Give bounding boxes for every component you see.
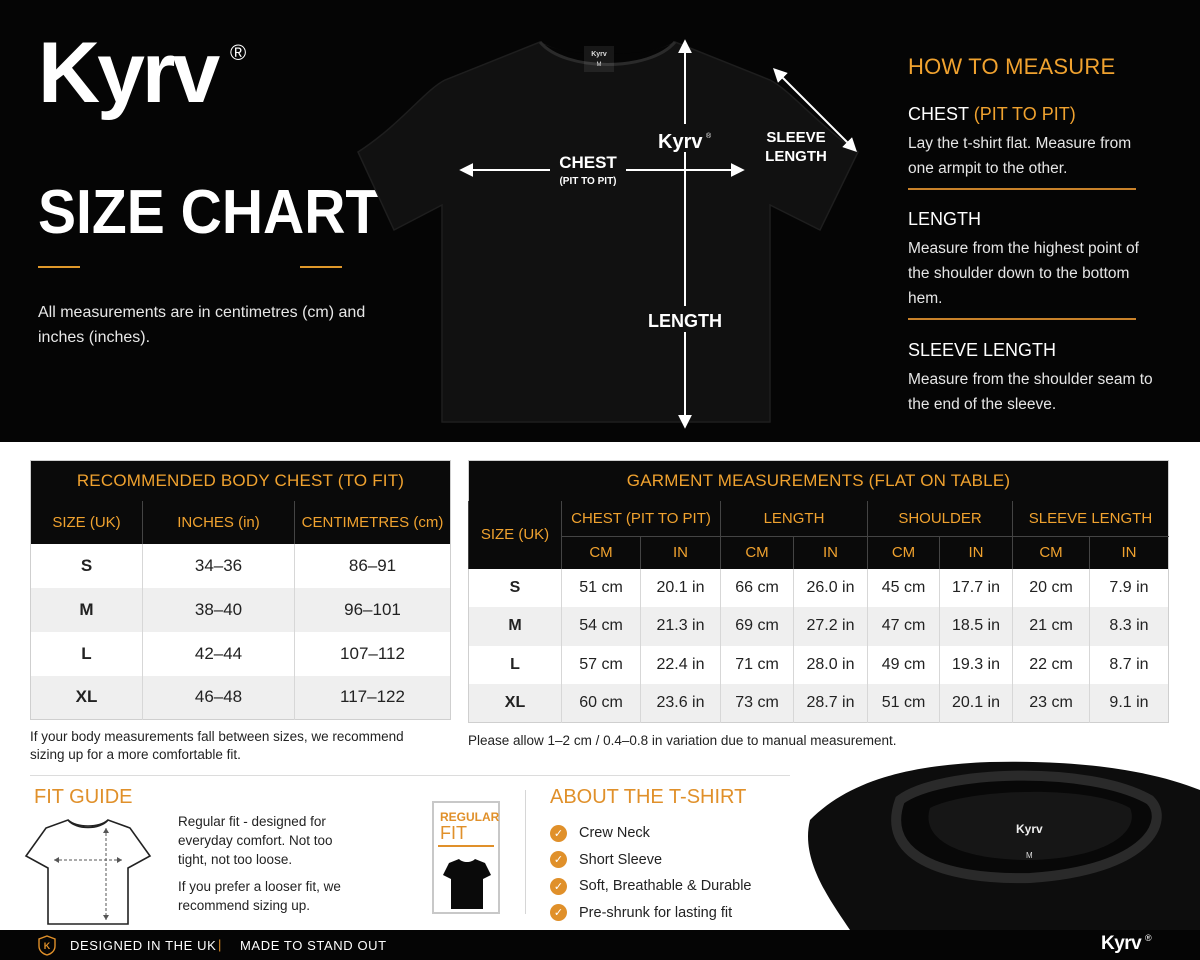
fit-guide-title: FIT GUIDE <box>34 786 133 808</box>
table-header: SIZE (UK) <box>31 501 143 544</box>
how-to-measure-title: HOW TO MEASURE <box>908 54 1116 79</box>
table-cell: S <box>31 544 143 588</box>
table-cell: 51 cm <box>868 684 940 723</box>
table-unit-header: IN <box>1090 537 1169 569</box>
vertical-divider <box>525 790 526 914</box>
table-cell: 8.7 in <box>1090 646 1169 685</box>
table-cell: XL <box>31 676 143 720</box>
sizing-advice-note: If your body measurements fall between sizes, we recommend sizing up for a more comfortable fit. <box>30 729 404 762</box>
shirt-print-mark: ® <box>706 133 712 140</box>
feature-label: Crew Neck <box>579 825 650 842</box>
howto-length-text: Measure from the highest point of the shoulder down to the bottom hem. <box>908 240 1139 307</box>
howto-sleeve-text: Measure from the shoulder seam to the end of the sleeve. <box>908 371 1153 413</box>
table-cell: 86–91 <box>295 544 451 588</box>
neck-tag-size: M <box>596 62 602 68</box>
tshirt-diagram <box>350 20 870 440</box>
table-cell: 60 cm <box>562 684 641 723</box>
table-cell: 96–101 <box>295 588 451 632</box>
table-cell: 23.6 in <box>641 684 721 723</box>
table-cell: 22 cm <box>1013 646 1090 685</box>
table-cell: 107–112 <box>295 632 451 676</box>
table-row <box>31 676 451 720</box>
feature-label: Soft, Breathable & Durable <box>579 878 752 895</box>
list-item <box>550 820 752 847</box>
table-cell: 22.4 in <box>641 646 721 685</box>
about-feature-list <box>550 820 752 926</box>
footer-designed-text: DESIGNED IN THE UK <box>70 938 217 953</box>
table-header: CENTIMETRES (cm) <box>295 501 451 544</box>
chest-sublabel: (PIT TO PIT) <box>559 176 617 187</box>
table-group-header: CHEST (PIT TO PIT) <box>562 501 721 537</box>
chest-label: CHEST <box>559 153 617 172</box>
list-item <box>550 873 752 900</box>
measurement-units-note: All measurements are in centimetres (cm) and inches (inches). <box>38 304 366 346</box>
neck-tag-brand: Kyrv <box>591 51 607 58</box>
table-cell: 23 cm <box>1013 684 1090 723</box>
table-cell: 45 cm <box>868 569 940 608</box>
table-cell: 19.3 in <box>940 646 1013 685</box>
table-cell: 26.0 in <box>794 569 868 608</box>
footer-bar <box>0 930 1200 960</box>
table-row <box>31 544 451 588</box>
fit-badge-rule <box>438 845 494 847</box>
howto-sleeve <box>908 340 1158 417</box>
table-cell: 117–122 <box>295 676 451 720</box>
table-cell: 17.7 in <box>940 569 1013 608</box>
table-cell: 49 cm <box>868 646 940 685</box>
brand-logo: Kyrv <box>38 25 218 121</box>
garment-measurements-table <box>468 460 1169 723</box>
brand-registered-mark: ® <box>230 40 247 65</box>
table-cell: 46–48 <box>143 676 295 720</box>
footer-separator: | <box>218 937 222 952</box>
table-cell: M <box>31 588 143 632</box>
table-row <box>469 684 1169 723</box>
check-icon: ✓ <box>550 904 567 921</box>
howto-chest-accent: (PIT TO PIT) <box>973 104 1076 124</box>
table-header: INCHES (in) <box>143 501 295 544</box>
table-unit-header: CM <box>1013 537 1090 569</box>
table-cell: 73 cm <box>721 684 794 723</box>
table-cell: 28.0 in <box>794 646 868 685</box>
table-cell: 21.3 in <box>641 607 721 646</box>
howto-chest-text: Lay the t-shirt flat. Measure from one armpit to the other. <box>908 135 1132 177</box>
table-cell: 20.1 in <box>641 569 721 608</box>
sleeve-label-line1: SLEEVE <box>766 129 826 146</box>
table-unit-header: CM <box>868 537 940 569</box>
footer-brand-logo: Kyrv <box>1101 933 1142 954</box>
table-row <box>469 646 1169 685</box>
tshirt-outline-icon <box>24 812 152 928</box>
table-row <box>31 588 451 632</box>
fit-badge-line1: REGULAR <box>440 810 500 824</box>
table-cell: L <box>31 632 143 676</box>
shield-icon <box>38 935 56 956</box>
fit-guide-text-2: If you prefer a looser fit, we recommend sizing up. <box>178 879 341 913</box>
shield-letter: K <box>43 941 51 951</box>
table-cell: 28.7 in <box>794 684 868 723</box>
table-unit-header: IN <box>794 537 868 569</box>
length-label: LENGTH <box>648 311 722 331</box>
table-row <box>469 607 1169 646</box>
table-cell: 42–44 <box>143 632 295 676</box>
howto-chest <box>908 104 1158 181</box>
list-item <box>550 900 752 927</box>
table-unit-header: CM <box>721 537 794 569</box>
footer-brand-mark: ® <box>1145 933 1152 943</box>
table-row <box>31 632 451 676</box>
variation-note: Please allow 1–2 cm / 0.4–0.8 in variation due to manual measurement. <box>468 733 897 748</box>
footer-tagline: MADE TO STAND OUT <box>240 938 387 953</box>
table-cell: XL <box>469 684 562 723</box>
table-cell: 34–36 <box>143 544 295 588</box>
howto-sleeve-heading: SLEEVE LENGTH <box>908 340 1057 360</box>
table-group-header: LENGTH <box>721 501 868 537</box>
table-unit-header: CM <box>562 537 641 569</box>
table-cell: 27.2 in <box>794 607 868 646</box>
check-icon: ✓ <box>550 825 567 842</box>
fit-badge-line2: FIT <box>440 823 467 843</box>
table-header: SIZE (UK) <box>469 501 562 569</box>
howto-divider <box>908 188 1136 190</box>
table-cell: 20 cm <box>1013 569 1090 608</box>
garment-table-caption: GARMENT MEASUREMENTS (FLAT ON TABLE) <box>469 461 1169 501</box>
about-title: ABOUT THE T-SHIRT <box>550 786 747 808</box>
feature-label: Pre-shrunk for lasting fit <box>579 904 733 921</box>
page-title: SIZE CHART <box>38 178 381 247</box>
tshirt-icon <box>443 855 491 911</box>
table-cell: 71 cm <box>721 646 794 685</box>
tshirt-collar-photo <box>790 760 1200 930</box>
tshirt-icon <box>350 20 870 440</box>
table-cell: 38–40 <box>143 588 295 632</box>
title-rule-right <box>300 266 342 268</box>
table-cell: 69 cm <box>721 607 794 646</box>
body-chest-table-caption: RECOMMENDED BODY CHEST (TO FIT) <box>31 461 451 501</box>
photo-tag-brand: Kyrv <box>1016 822 1043 836</box>
table-unit-header: IN <box>641 537 721 569</box>
table-cell: 8.3 in <box>1090 607 1169 646</box>
check-icon: ✓ <box>550 851 567 868</box>
table-cell: 51 cm <box>562 569 641 608</box>
fit-guide-text-1: Regular fit - designed for everyday comfort. Not too tight, not too loose. <box>178 814 333 867</box>
table-unit-header: IN <box>940 537 1013 569</box>
body-chest-table <box>30 460 451 720</box>
table-cell: 21 cm <box>1013 607 1090 646</box>
table-cell: 66 cm <box>721 569 794 608</box>
table-cell: 18.5 in <box>940 607 1013 646</box>
table-cell: 57 cm <box>562 646 641 685</box>
howto-length-heading: LENGTH <box>908 209 982 229</box>
title-rule-left <box>38 266 80 268</box>
table-cell: L <box>469 646 562 685</box>
table-group-header: SLEEVE LENGTH <box>1013 501 1169 537</box>
howto-length <box>908 209 1158 311</box>
table-cell: M <box>469 607 562 646</box>
howto-chest-heading: CHEST (PIT TO PIT) <box>908 104 1076 124</box>
feature-label: Short Sleeve <box>579 851 663 868</box>
table-cell: 47 cm <box>868 607 940 646</box>
photo-tag-size: M <box>1026 851 1033 860</box>
hero-section <box>0 0 1200 442</box>
table-cell: 20.1 in <box>940 684 1013 723</box>
table-cell: 7.9 in <box>1090 569 1169 608</box>
table-cell: 9.1 in <box>1090 684 1169 723</box>
table-row <box>469 569 1169 608</box>
shirt-print-brand: Kyrv <box>658 131 703 153</box>
table-group-header: SHOULDER <box>868 501 1013 537</box>
regular-fit-badge <box>432 801 500 914</box>
table-cell: 54 cm <box>562 607 641 646</box>
sleeve-label-line2: LENGTH <box>765 148 827 165</box>
table-cell: S <box>469 569 562 608</box>
list-item <box>550 847 752 874</box>
howto-divider <box>908 318 1136 320</box>
check-icon: ✓ <box>550 878 567 895</box>
